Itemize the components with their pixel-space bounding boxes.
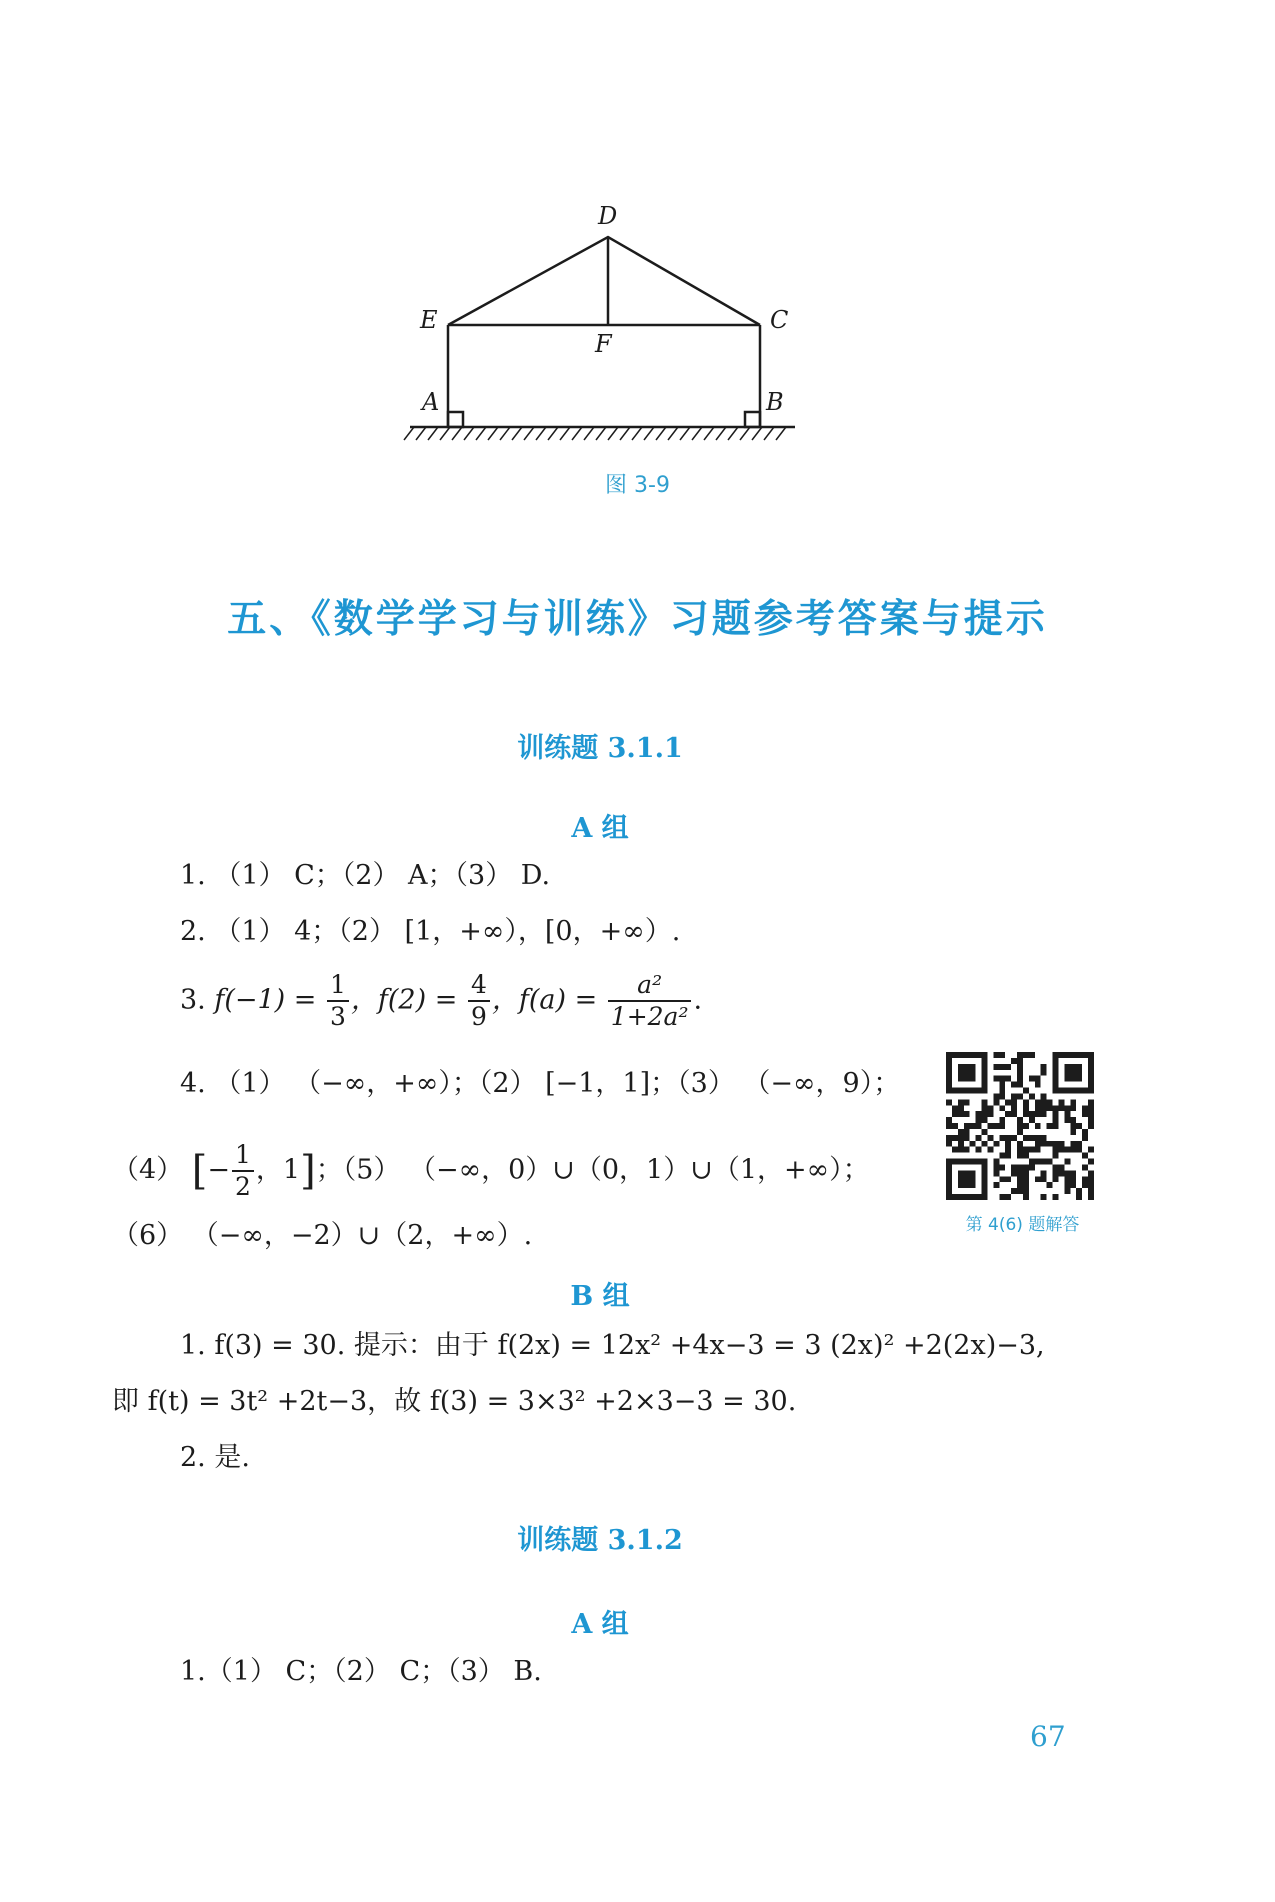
right-angle-A (448, 412, 463, 427)
right-bracket: ] (300, 1148, 316, 1194)
answer-3-1-2-a1: 1.（1） C；（2） C；（3） B. (180, 1656, 542, 1687)
a4-part4-after: ，1 (255, 1154, 301, 1186)
qr-code-icon[interactable] (946, 1052, 1094, 1200)
page-number: 67 (1030, 1720, 1066, 1753)
fraction-numerator: 1 (232, 1140, 254, 1172)
a3-f1: f(−1) = (214, 984, 325, 1016)
label-A: A (422, 388, 440, 416)
answer-b2: 2. 是. (180, 1442, 250, 1473)
group-a-heading: A 组 (571, 813, 629, 844)
exercise-3-1-2-title: 训练题 3.1.2 (517, 1525, 683, 1556)
exercise-3-1-1-title: 训练题 3.1.1 (517, 733, 683, 764)
minus-sign: − (207, 1154, 230, 1186)
fraction-one-third (327, 970, 349, 1032)
fraction-numerator: 1 (327, 970, 349, 1002)
group-b-heading: B 组 (570, 1281, 630, 1312)
group-a-heading-2: A 组 (571, 1609, 629, 1640)
roof-lines (448, 237, 760, 325)
answer-b1-line2: 即 f(t) = 3t² +2t−3，故 f(3) = 3×3² +2×3−3 = 30. (112, 1386, 797, 1417)
fraction-numerator: a² (608, 970, 692, 1002)
a3-prefix: 3. (180, 984, 215, 1016)
label-B: B (766, 388, 784, 416)
figure-caption: 图 3-9 (605, 473, 670, 498)
fraction-fa (608, 970, 692, 1032)
qr-caption: 第 4(6) 题解答 (965, 1215, 1080, 1235)
a4-part4-prefix: （4） (112, 1154, 192, 1186)
answer-a4-line3: （6） （−∞，−2）∪（2，+∞）. (112, 1220, 533, 1251)
answer-a3 (180, 970, 702, 1032)
label-C: C (770, 306, 789, 334)
left-bracket: [ (191, 1148, 208, 1194)
section-title: 五、《数学学习与训练》习题参考答案与提示 (227, 597, 1048, 642)
ground-hatching (404, 427, 786, 440)
fraction-one-half (232, 1140, 254, 1202)
label-F: F (595, 330, 612, 358)
fraction-denominator: 9 (470, 1002, 487, 1031)
fraction-denominator: 2 (235, 1172, 251, 1201)
answer-b1-line1: 1. f(3) = 30. 提示：由于 f(2x) = 12x² +4x−3 = 3 (2x)² +2(2x)−3, (180, 1330, 1045, 1361)
label-D: D (598, 202, 618, 230)
a3-fa: ，f(a) = (491, 984, 606, 1016)
label-E: E (420, 306, 438, 334)
a3-end: . (693, 984, 703, 1016)
a4-part5: ；（5） （−∞，0）∪（0，1）∪（1，+∞）； (315, 1154, 870, 1186)
fraction-denominator: 3 (330, 1002, 346, 1031)
answer-a2: 2. （1） 4；（2） [1，+∞），[0，+∞）. (180, 916, 681, 947)
a3-f2: ，f(2) = (350, 984, 466, 1016)
figure-3-9 (400, 195, 820, 455)
answer-a4-line1: 4. （1） （−∞，+∞）；（2） [−1，1]；（3） （−∞，9）； (180, 1068, 901, 1099)
fraction-four-ninths (468, 970, 490, 1032)
fraction-numerator: 4 (468, 970, 490, 1002)
answer-a4-line2 (112, 1140, 870, 1202)
right-angle-B (745, 412, 760, 427)
fraction-denominator: 1+2a² (610, 1002, 689, 1031)
answer-a1: 1. （1） C；（2） A；（3） D. (180, 860, 551, 891)
